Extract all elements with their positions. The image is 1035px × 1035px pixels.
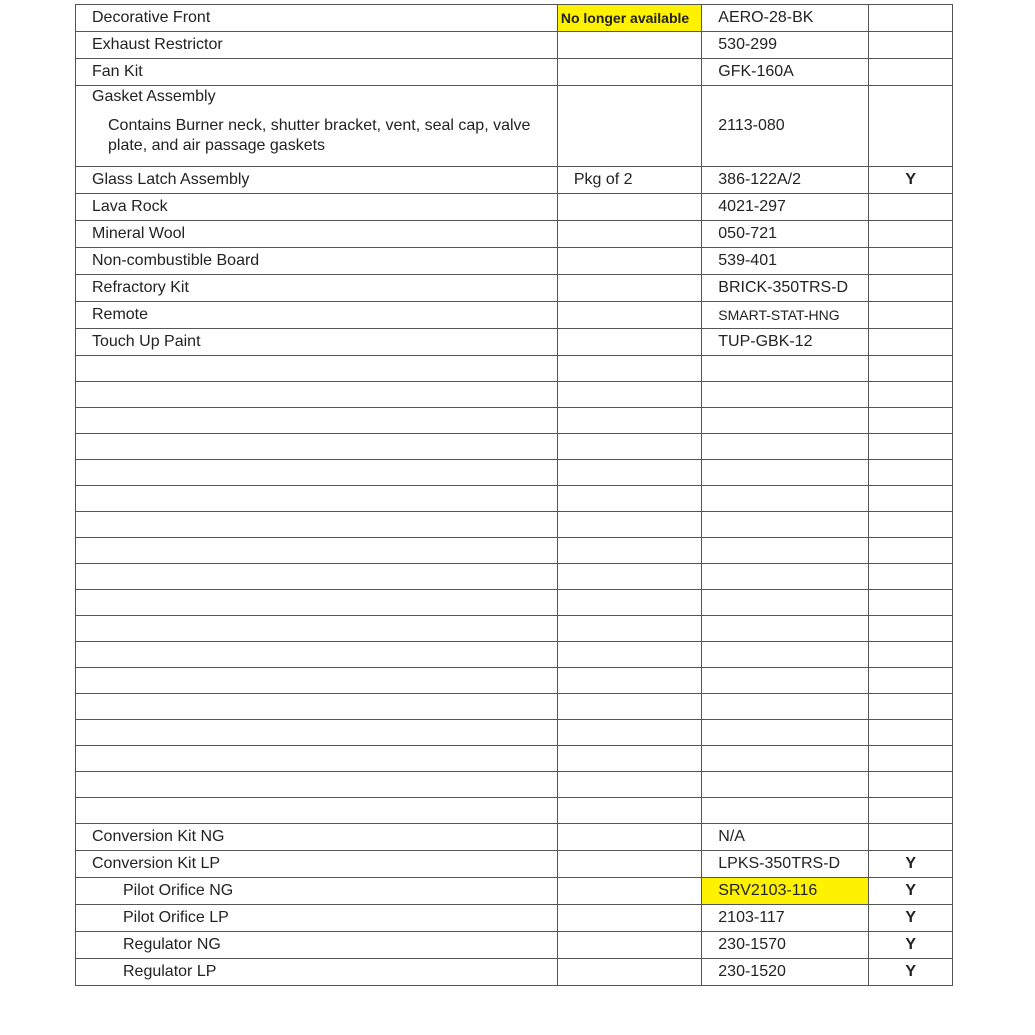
part-note: Pkg of 2 [557, 167, 701, 194]
part-number: GFK-160A [702, 59, 869, 86]
part-note [557, 248, 701, 275]
part-flag [869, 194, 953, 221]
empty-row [76, 798, 953, 824]
table-row-gasket [76, 86, 953, 167]
part-name: Touch Up Paint [76, 329, 558, 356]
part-note [557, 824, 701, 851]
empty-cell [702, 434, 869, 460]
part-flag [869, 824, 953, 851]
empty-cell [869, 746, 953, 772]
empty-cell [557, 720, 701, 746]
part-name: Fan Kit [76, 59, 558, 86]
part-note [557, 194, 701, 221]
empty-cell [76, 512, 558, 538]
empty-cell [869, 564, 953, 590]
empty-row [76, 668, 953, 694]
part-flag: Y [869, 905, 953, 932]
part-name: Non-combustible Board [76, 248, 558, 275]
part-number: 2113-080 [702, 86, 869, 167]
part-name: Conversion Kit NG [76, 824, 558, 851]
part-number: 230-1570 [702, 932, 869, 959]
empty-cell [76, 486, 558, 512]
part-name: Refractory Kit [76, 275, 558, 302]
empty-cell [76, 408, 558, 434]
empty-cell [702, 382, 869, 408]
empty-cell [869, 538, 953, 564]
empty-cell [557, 356, 701, 382]
empty-cell [869, 460, 953, 486]
availability-note: No longer available [557, 5, 701, 32]
table-row [76, 167, 953, 194]
part-number: 230-1520 [702, 959, 869, 986]
part-note [557, 221, 701, 248]
empty-cell [557, 590, 701, 616]
empty-cell [76, 460, 558, 486]
part-note [557, 329, 701, 356]
part-name: Remote [76, 302, 558, 329]
part-number-highlighted: SRV2103-116 [702, 878, 869, 905]
empty-cell [557, 564, 701, 590]
empty-cell [557, 668, 701, 694]
empty-cell [869, 694, 953, 720]
part-number: LPKS-350TRS-D [702, 851, 869, 878]
empty-cell [702, 512, 869, 538]
empty-row [76, 538, 953, 564]
empty-cell [702, 642, 869, 668]
empty-cell [869, 486, 953, 512]
part-note [557, 905, 701, 932]
empty-cell [869, 356, 953, 382]
table-row [76, 851, 953, 878]
table-row [76, 221, 953, 248]
part-flag: Y [869, 878, 953, 905]
part-number: 050-721 [702, 221, 869, 248]
empty-cell [702, 356, 869, 382]
part-name: Mineral Wool [76, 221, 558, 248]
empty-cell [702, 772, 869, 798]
empty-cell [76, 668, 558, 694]
empty-cell [557, 746, 701, 772]
empty-cell [557, 538, 701, 564]
part-note [557, 275, 701, 302]
part-number: N/A [702, 824, 869, 851]
empty-cell [76, 538, 558, 564]
part-name: Regulator NG [76, 932, 558, 959]
part-note [557, 851, 701, 878]
empty-row [76, 408, 953, 434]
empty-row [76, 694, 953, 720]
table-row [76, 32, 953, 59]
empty-cell [557, 512, 701, 538]
empty-cell [76, 746, 558, 772]
empty-cell [869, 590, 953, 616]
table-row [76, 248, 953, 275]
empty-cell [869, 434, 953, 460]
table-row [76, 275, 953, 302]
empty-cell [869, 512, 953, 538]
empty-cell [557, 382, 701, 408]
table-row [76, 905, 953, 932]
empty-row [76, 746, 953, 772]
empty-cell [869, 772, 953, 798]
part-number: 530-299 [702, 32, 869, 59]
part-number: 2103-117 [702, 905, 869, 932]
part-name: Regulator LP [76, 959, 558, 986]
empty-cell [76, 434, 558, 460]
empty-cell [869, 720, 953, 746]
empty-cell [702, 590, 869, 616]
empty-row [76, 486, 953, 512]
empty-cell [869, 798, 953, 824]
empty-cell [869, 408, 953, 434]
table-row [76, 59, 953, 86]
part-name: Decorative Front [76, 5, 558, 32]
empty-cell [76, 356, 558, 382]
table-row [76, 959, 953, 986]
part-note [557, 86, 701, 167]
empty-cell [702, 616, 869, 642]
table-row [76, 302, 953, 329]
empty-cell [76, 382, 558, 408]
empty-cell [76, 694, 558, 720]
empty-row [76, 356, 953, 382]
part-number: 386-122A/2 [702, 167, 869, 194]
part-note [557, 302, 701, 329]
part-number: AERO-28-BK [702, 5, 869, 32]
empty-cell [557, 486, 701, 512]
empty-row [76, 642, 953, 668]
part-note [557, 959, 701, 986]
empty-cell [869, 382, 953, 408]
part-name: Lava Rock [76, 194, 558, 221]
part-number: TUP-GBK-12 [702, 329, 869, 356]
part-note [557, 32, 701, 59]
empty-cell [869, 642, 953, 668]
table-row [76, 878, 953, 905]
table-row [76, 329, 953, 356]
table-row [76, 194, 953, 221]
part-flag [869, 59, 953, 86]
part-description: Contains Burner neck, shutter bracket, vent, seal cap, valve plate, and air passage gaskets [108, 117, 531, 154]
part-number: SMART-STAT-HNG [702, 302, 869, 329]
part-flag [869, 32, 953, 59]
empty-cell [76, 642, 558, 668]
part-note [557, 932, 701, 959]
empty-cell [557, 642, 701, 668]
empty-row [76, 720, 953, 746]
part-flag [869, 329, 953, 356]
empty-cell [702, 408, 869, 434]
gasket-cell [76, 86, 558, 167]
empty-row [76, 434, 953, 460]
part-name: Exhaust Restrictor [76, 32, 558, 59]
part-flag: Y [869, 959, 953, 986]
empty-cell [702, 486, 869, 512]
part-number: 539-401 [702, 248, 869, 275]
part-note [557, 59, 701, 86]
part-flag [869, 275, 953, 302]
part-flag [869, 5, 953, 32]
empty-row [76, 772, 953, 798]
empty-row [76, 512, 953, 538]
part-flag: Y [869, 167, 953, 194]
part-flag [869, 86, 953, 167]
empty-cell [76, 616, 558, 642]
empty-cell [76, 564, 558, 590]
part-flag: Y [869, 932, 953, 959]
empty-cell [76, 590, 558, 616]
part-number: 4021-297 [702, 194, 869, 221]
part-flag [869, 221, 953, 248]
empty-row [76, 616, 953, 642]
table-row [76, 932, 953, 959]
empty-cell [557, 798, 701, 824]
empty-cell [702, 694, 869, 720]
table-row [76, 824, 953, 851]
empty-cell [702, 746, 869, 772]
empty-cell [702, 798, 869, 824]
empty-cell [557, 616, 701, 642]
part-flag: Y [869, 851, 953, 878]
empty-row [76, 460, 953, 486]
empty-cell [557, 694, 701, 720]
part-name: Glass Latch Assembly [76, 167, 558, 194]
part-note [557, 878, 701, 905]
parts-table [75, 4, 953, 986]
empty-row [76, 590, 953, 616]
part-number: BRICK-350TRS-D [702, 275, 869, 302]
part-name: Pilot Orifice NG [76, 878, 558, 905]
part-flag [869, 302, 953, 329]
empty-cell [557, 408, 701, 434]
empty-cell [702, 538, 869, 564]
table-row [76, 5, 953, 32]
empty-cell [557, 460, 701, 486]
empty-cell [76, 720, 558, 746]
part-name: Pilot Orifice LP [76, 905, 558, 932]
empty-cell [869, 616, 953, 642]
empty-row [76, 564, 953, 590]
empty-cell [702, 720, 869, 746]
empty-cell [557, 434, 701, 460]
empty-cell [76, 798, 558, 824]
part-name: Conversion Kit LP [76, 851, 558, 878]
empty-cell [702, 668, 869, 694]
part-flag [869, 248, 953, 275]
empty-cell [702, 564, 869, 590]
empty-cell [702, 460, 869, 486]
empty-cell [76, 772, 558, 798]
empty-row [76, 382, 953, 408]
empty-cell [557, 772, 701, 798]
part-name: Gasket Assembly [92, 88, 216, 105]
empty-cell [869, 668, 953, 694]
